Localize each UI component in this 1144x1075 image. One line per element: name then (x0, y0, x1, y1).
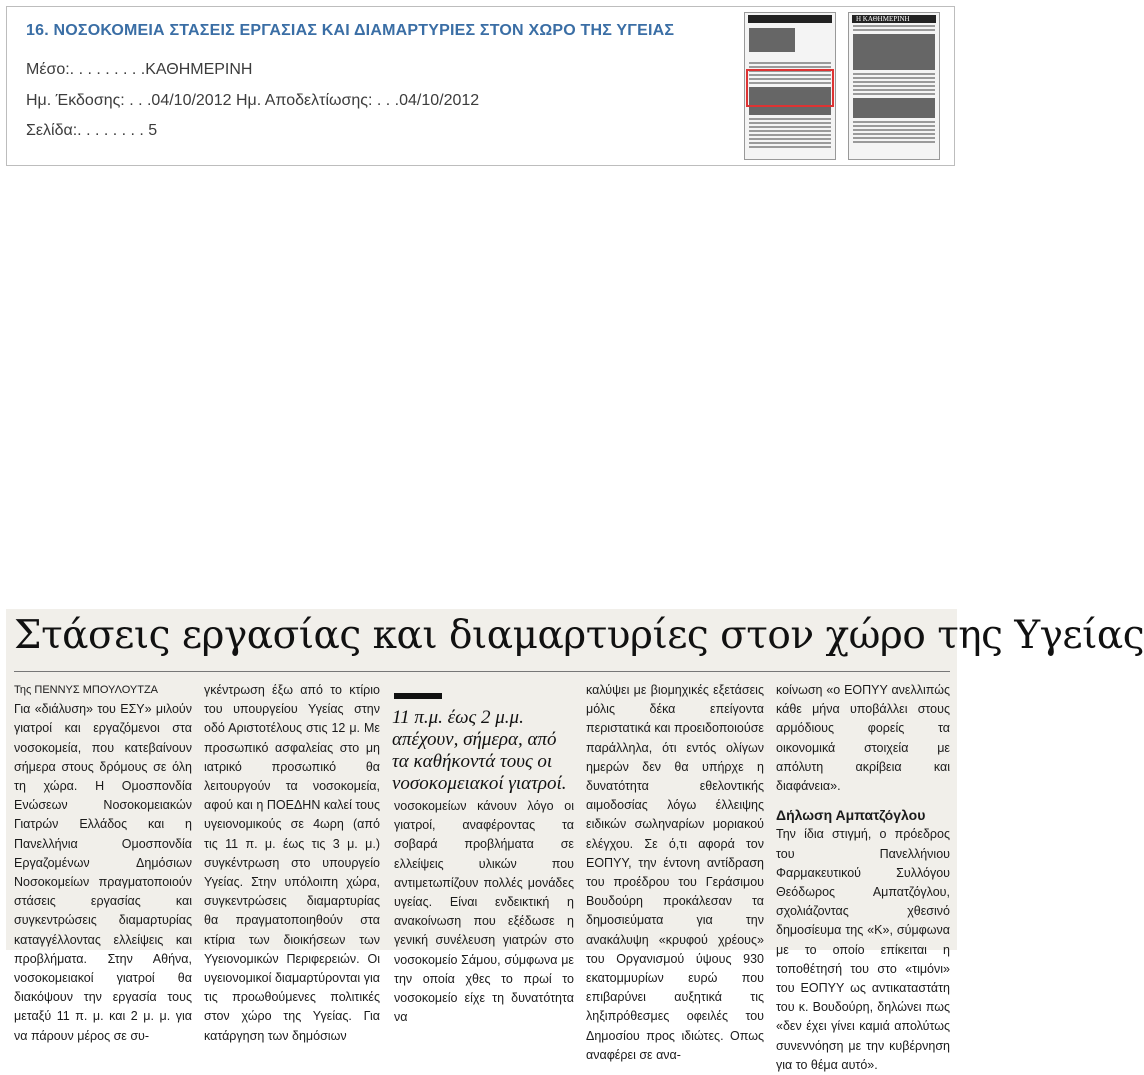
byline: Της ΠΕΝΝΥΣ ΜΠΟΥΛΟΥΤΖΑ (14, 684, 159, 696)
page-field: Σελίδα:. . . . . . . . 5 (26, 122, 158, 139)
medium-field: Μέσο:. . . . . . . . .ΚΑΘΗΜΕΡΙΝΗ (26, 61, 253, 78)
article-clipping (6, 609, 1144, 1072)
column-text: καλύψει με βιομηχικές εξετάσεις μόλις δέκα επείγοντα περιστατικά και προειδοποιούσε παράλληλα, ότι εντός ολίγων ημερών δεν θα υπήρχε η δυνατότητα εθελοντικής αιμοδοσίας λόγω έλλειψης ειδικών σωληναρίων μοριακού ελέγχου. Σε ό,τι αφορά τον ΕΟΠΥΥ, την έντονη αντίδραση του προέδρου του Γεράσιμου Βουδούρη προκάλεσαν τα δημοσιεύματα για την ανακάλυψη «κρυφού χρέους» του Οργανισμού ύψους 930 εκατομμυρίων ευρώ που επιβαρύνει αυξητικά τις ληξιπρόθεσμες οφειλές του Δημοσίου προς ιδιώτες. Οπως αναφέρει σε ανα- (586, 683, 764, 1062)
subheading: Δήλωση Αμπατζόγλου (776, 807, 926, 824)
thumb-photo (749, 28, 795, 52)
page-thumbnail-right[interactable] (848, 12, 940, 160)
column-text: κοίνωση «ο ΕΟΠΥΥ ανελλιπώς κάθε μήνα υποβάλλει στους αρμόδιους φορείς τα οικονομικά στοιχεία με απόλυτη ακρίβεια και διαφάνεια». (776, 683, 950, 794)
article-column-1 (14, 681, 192, 1046)
article-column-3 (394, 797, 574, 1027)
thumb-masthead (748, 15, 832, 23)
clipping-title: 16. ΝΟΣΟΚΟΜΕΙΑ ΣΤΑΣΕΙΣ ΕΡΓΑΣΙΑΣ ΚΑΙ ΔΙΑΜΑΡΤΥΡΙΕΣ ΣΤΟΝ ΧΩΡΟ ΤΗΣ ΥΓΕΙΑΣ (26, 22, 675, 39)
article-headline: Στάσεις εργασίας και διαμαρτυρίες στον χώρο της Υγείας (14, 613, 1144, 658)
headline-rule (14, 671, 950, 672)
page-thumbnail-left[interactable] (744, 12, 836, 160)
column-text: Για «διάλυση» του ΕΣΥ» μιλούν γιατροί και εργαζόμενοι στα νοσοκομεία, που κατεβαίνουν σήμερα στους δρόμους σε όλη τη χώρα. Η Ομοσπονδία Ενώσεων Νοσοκομειακών Γιατρών Ελλάδος και η Πανελλήνια Ομοσπονδία Εργαζομένων Δημόσιων Νοσοκομείων πραγματοποιούν στάσεις εργασίας και συγκεντρώσεις διαμαρτυρίας καταγγέλλοντας ελλείψεις και προβλήματα. Στην Αθήνα, νοσοκομειακοί γιατροί θα διακόψουν την εργασία τους μεταξύ 11 π. μ. και 2 μ. μ. για να πάρουν μέρος σε συ- (14, 702, 192, 1043)
column-text: γκέντρωση έξω από το κτίριο του υπουργείου Υγείας στην οδό Αριστοτέλους στις 12 μ. Με προσωπικό ασφαλείας στο μη ιατρικό προσωπικό θα λειτουργούν τα νοσοκομεία, αφού και η ΠΟΕΔΗΝ καλεί τους υγειονομικούς σε 4ωρη (από τις 11 π. μ. έως τις 3 μ. μ.) συγκέντρωση στο υπουργείο Υγείας. Στην υπόλοιπη χώρα, συγκεντρώσεις διαμαρτυρίας θα πραγματοποιηθούν στα κτίρια των διοικήσεων των Υγειονομικών Περιφερειών. Οι υγειονομικοί διαμαρτύρονται για τις προωθούμενες πολιτικές στον χώρο της Υγείας. Για κατάργηση των δημόσιων (204, 683, 380, 1043)
article-highlight-box (746, 69, 834, 107)
thumb-masthead: Η ΚΑΘΗΜΕΡΙΝΗ (852, 15, 936, 23)
thumb-photo (853, 34, 935, 70)
column-text: Την ίδια στιγμή, ο πρόεδρος του Πανελλήνιου Φαρμακευτικού Συλλόγου Θεόδωρος Αμπατζόγλου, σχολιάζοντας χθεσινό δημοσίευμα της «Κ», σύμφωνα με το οποίο επίκειται η τοποθέτησή του στο «τιμόνι» του ΕΟΠΥΥ ως αντικαταστάτη του κ. Βουδούρη, δηλώνει πως «δεν έχει γίνει καμιά απολύτως συνεννόηση με την κυβέρνηση για το θέμα αυτό». (776, 827, 950, 1072)
dates-field: Ημ. Έκδοσης: . . .04/10/2012 Ημ. Αποδελτίωσης: . . .04/10/2012 (26, 92, 480, 109)
pullquote: 11 π.μ. έως 2 μ.μ. απέχουν, σήμερα, από τα καθήκοντά τους οι νοσοκομειακοί γιατροί. (392, 707, 567, 794)
pullquote-bar (394, 693, 442, 699)
article-column-2 (204, 681, 380, 1046)
article-column-5 (776, 681, 950, 1075)
thumb-photo (853, 98, 935, 118)
article-column-4 (586, 681, 764, 1065)
column-text: νοσοκομείων κάνουν λόγο οι γιατροί, αναφέροντας τα σοβαρά προβλήματα σε ελλείψεις υλικών που αντιμετωπίζουν πολλές μονάδες υγείας. Είναι ενδεικτική η ανακοίνωση που εξέδωσε η γενική συνέλευση γιατρών στο νοσοκομείο Σάμου, σύμφωνα με την οποία χθες το πρωί το νοσοκομείο είχε τη δυνατότητα να (394, 799, 574, 1025)
